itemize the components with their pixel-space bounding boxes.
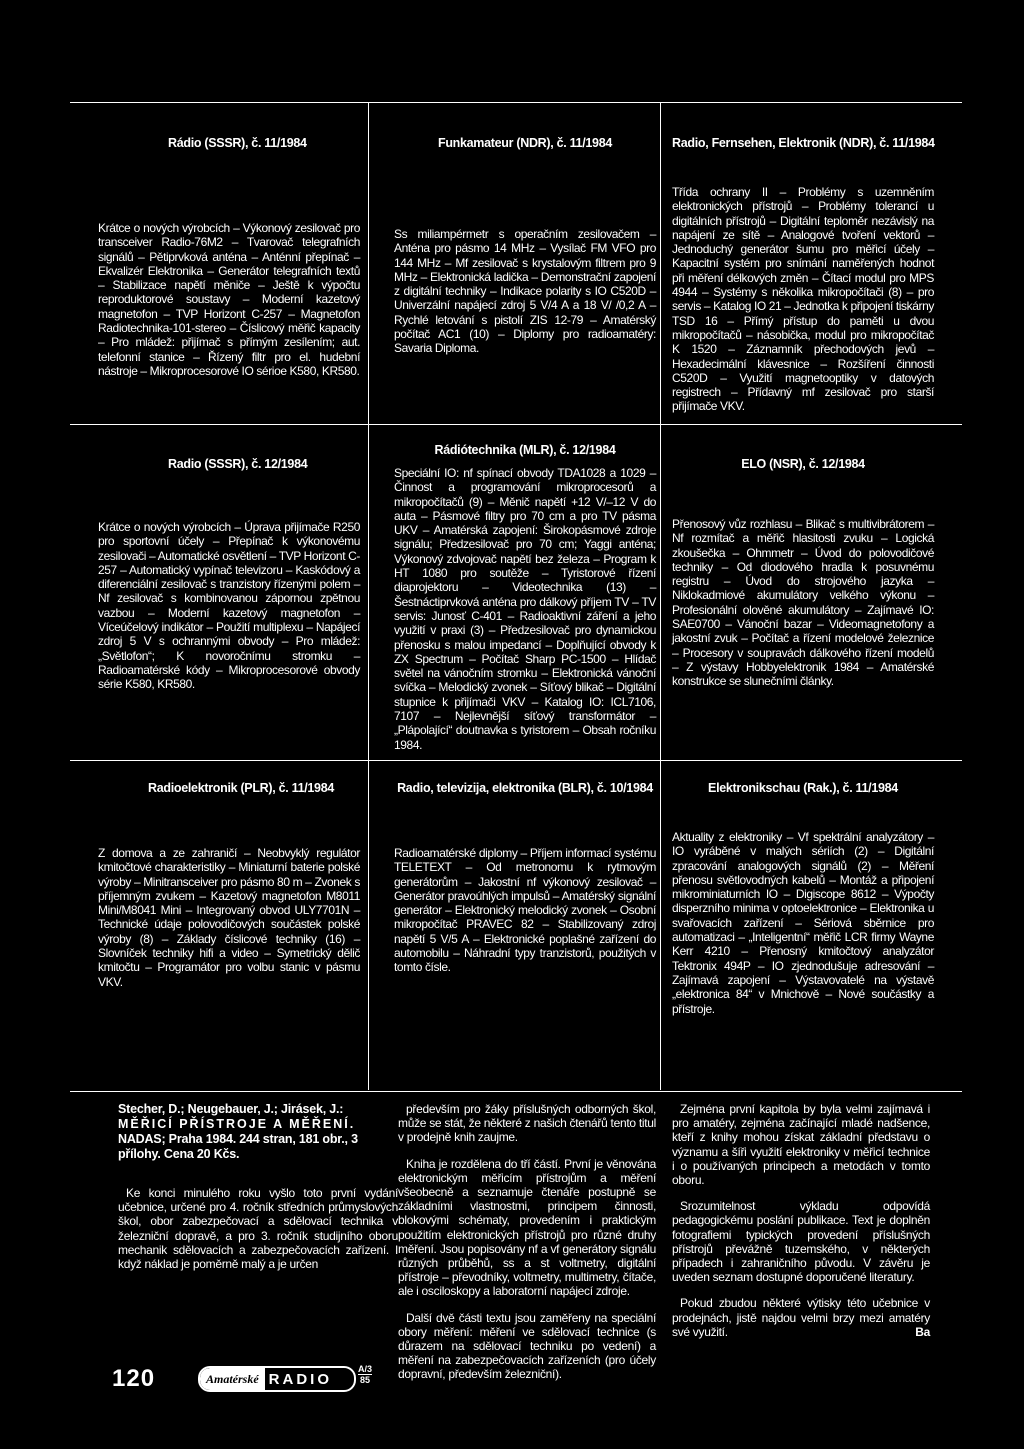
review-radio-sssr-12: [98, 457, 360, 692]
review-rfe-11: [672, 136, 934, 414]
book-paragraph-text: Pokud zbudou některé výtisky této učebnice v prodejnách, jistě najdou velmi brzy mezi amatéry své využití.: [672, 1296, 930, 1339]
book-paragraph: [672, 1296, 930, 1339]
review-body: Krátce o nových výrobcích – Výkonový zesilovač pro transceiver Radio-76M2 – Tvarovač telegrafních signálů – Pětiprvková anténa – Anténní přepínač – Ekvalizér Elektronika – Generátor telegrafních textů – Stabilizace napětí měniče – Ještě k výpočtu reproduktorové soustavy – Moderní kazetový magnetofon – TVP Horizont C-257 – Magnetofon Radiotechnika-101-stereo – Číslicový měřič kapacity – Pro mládež: přijímač s přímým zesílením; aut. telefonní stanice – Řízený filtr pro el. hudební nástroje – Mikroprocesorové IO sérioe K580, KR580.: [98, 221, 360, 378]
issue-number: [358, 1364, 372, 1385]
reviewer-signature: Ba: [915, 1324, 930, 1339]
book-review-col3: [672, 1102, 930, 1351]
review-title: Elektronikschau (Rak.), č. 11/1984: [708, 781, 898, 795]
grid-divider-v2: [660, 102, 661, 1090]
book-authors: Stecher, D.; Neugebauer, J.; Jirásek, J.:: [118, 1102, 344, 1116]
book-paragraph: Zejména první kapitola by byla velmi zajímavá i pro amatéry, zejména začínající mladé nadšence, kteří z knihy mohou získat základní představu o významu a šíři využití elektroniky v měřicí technice i o používaných principech a metodách v tomto oboru.: [672, 1102, 930, 1188]
grid-divider-h1: [70, 424, 962, 425]
review-radioelektronik-11: [98, 781, 360, 989]
review-body: Aktuality z elektroniky – Vf spektrální analyzátory – IO vyráběné v malých sériích (2) – Digitální zpracování analogových signálů (2) – Měření přenosu světlovodných kabelů – Montáž a připojení mikrominiaturních IO – Digiscope 8612 – Výpočty disperzního minima v optoelektronice – Elektronika u svařovacích zařízení – Sériová sběrnice pro automatizaci – „Inteligentní“ měřič LCR firmy Wayne Kerr 4210 – Přenosný kmitočtový analyzátor Tektronix 494P – IO zjednodušuje adresování – Zajímavá zapojení – Výstavovatelé na výstavě „elektronica 84“ v Mnichově – Nové součástky a přístroje.: [672, 830, 934, 1016]
book-paragraph: Další dvě části textu jsou zaměřeny na speciální obory měření: měření ve sdělovací technice (s důrazem na sdělovací techniku po vedení) a měření na zabezpečovacích zařízeních (pro účely dopravní, především železniční).: [398, 1310, 656, 1382]
review-elo-12: [672, 457, 934, 689]
review-title: Rádiótechnika (MLR), č. 12/1984: [434, 443, 616, 457]
review-title: Radio, Fernsehen, Elektronik (NDR), č. 11/1984: [672, 136, 935, 150]
book-review-col2: [398, 1102, 656, 1394]
review-funkamateur-11: [394, 136, 656, 356]
book-paragraph: především pro žáky příslušných odborných škol, může se stát, že některé z našich čtenářů tento titul v prodejně knih zaujme.: [398, 1102, 656, 1145]
book-review-col1: [118, 1102, 398, 1283]
grid-divider-h2: [70, 760, 962, 761]
review-title: Radioelektronik (PLR), č. 11/1984: [148, 781, 335, 795]
review-body: Krátce o nových výrobcích – Úprava přijímače R250 pro sportovní účely – Přepínač k výkonovému zesilovači – Automatické osvětlení – TVP Horizont C-257 – Automatický vypínač televizoru – Kaskódový a diferenciální zesilovač s tranzistory řízenými polem – Nf zesilovač s kombinovanou zápornou zpětnou vazbou – Moderní kazetový magnetofon – Víceúčelový indikátor – Použití multiplexu – Napájecí zdroj 5 V s ochrannými obvody – Pro mládež: „Světlofon“; K novoročnímu stromku – Radioamatérské kódy – Mikroprocesorové obvody série K580, KR580.: [98, 520, 360, 692]
logo-brand: RADIO: [268, 1370, 333, 1388]
issue-year: 85: [360, 1375, 371, 1385]
book-paragraph: Ke konci minulého roku vyšlo toto první vydání učebnice, určené pro 4. ročník středních průmyslových škol, obor zabezpečovací a sdělovací technika v železniční dopravě, a pro 3. ročník studijního oboru mechanik sdělovacích a zabezpečovacích zařízení. I když náklad je poměrně malý a je určen: [118, 1186, 398, 1272]
book-paragraph: Srozumitelnost výkladu odpovídá pedagogickému poslání publikace. Text je doplněn fotografiemi typických provedení příslušných přístrojů převážně tuzemského, v některých případech i zahraničního původu. V závěru je uveden seznam dostupné doporučené literatury.: [672, 1199, 930, 1285]
review-title: Radio, televizija, elektronika (BLR), č. 10/1984: [397, 781, 653, 795]
review-title: Funkamateur (NDR), č. 11/1984: [437, 136, 612, 150]
issue-num: A/3: [358, 1364, 373, 1374]
review-body: Radioamatérské diplomy – Příjem informací systému TELETEXT – Od metronomu k rytmovým generátorům – Jakostní nf výkonový zesilovač – Generátor pravoúhlých impulsů – Amatérský signální generátor – Elektronický melodický zvonek – Osobní mikropočítač PRAVEC 82 – Stabilizovaný zdroj napětí 5 V/5 A – Elektronické poplašné zařízení do automobilu – Náhradní typy tranzistorů, použitých v tomto čísle.: [394, 846, 656, 975]
review-radio-sssr-11: [98, 136, 360, 378]
review-body: Speciální IO: nf spínací obvody TDA1028 a 1029 – Činnost a programování mikroprocesorů a mikropočítačů (9) – Měnič napětí +12 V/–12 V do auta – Pásmové filtry pro 70 cm a pro TV pásma UKV – Amatérská zapojení: Širokopásmové zdroje signálu; Předzesilovač pro 70 cm; Yaggi anténa; Výkonový zdvojovač napětí bez železa – Program k HT 1080 pro soutěže – Tyristorové řízení diaprojektoru – Videotechnika (13) – Šestnáctiprvková anténa pro dálkový příjem TV – TV servis: Junosť C-401 – Radioaktivní záření a jeho využití v praxi (3) – Předzesilovač pro dynamickou přenosku s malou impedancí – Doplňující obvody k ZX Spectrum – Počítač Sharp PC-1500 – Hlídač světel na vánočním stromku – Elektronická vánoční svíčka – Melodický zvonek – Síťový blikač – Digitální stupnice k přijímači VKV – Katalog IO: ICL7106, 7107 – Nejlevnější síťový transformátor – „Plápolající“ doutnavka s tyristorem – Obsah ročníku 1984.: [394, 466, 656, 752]
review-body: Třída ochrany II – Problémy s uzemněním elektronických přístrojů – Problémy tolerancí u digitálních přístrojů – Digitální teploměr nezávislý na napájení ze sítě – Analogové tvoření vektorů – Jednoduchý generátor šumu pro měřicí účely – Kapacitní systém pro snímání naměřených hodnot při měření délkových změn – Čítací modul pro MPS 4944 – Systémy s několika mikropočítači (8) – pro servis – Katalog IO 21 – Jednotka k připojení tiskárny TSD 16 – Přímý přístup do paměti u dvou mikropočítačů – násobička, modul pro mikropočítač K 1520 – Záznamník přechodových jevů – Hexadecimální klávesnice – Rozšíření činnosti C520D – Využití magnetooptiky v datových registrech – Přídavný mf zesilovač pro starší přijímače VKV.: [672, 185, 934, 414]
book-heading: [118, 1102, 398, 1162]
review-body: Ss miliampérmetr s operačním zesilovačem – Anténa pro pásmo 14 MHz – Vysílač FM VFO pro 144 MHz – Mf zesilovač s krystalovým filtrem pro 9 MHz – Elektronická ladička – Demonstrační zapojení z digitální techniky – Indikace polarity s IO C520D – Univerzální napájecí zdroj 5 V/4 A a 18 V/ /0,2 A – Rychlé letování s pistolí ZIS 12-79 – Amatérský počítač AC1 (10) – Diplomy pro radioamatéry: Savaria Diploma.: [394, 227, 656, 356]
review-body: Přenosový vůz rozhlasu – Blikač s multivibrátorem – Nf rozmítač a měřič hlasitosti zvuku – Logická zkoušečka – Ohmmetr – Úvod do polovodičové techniky – Od diodového hradla k posuvnému registru – Úvod do strojového jazyka – Niklokadmiové akumulátory velkého výkonu – Profesionální olověné akumulátory – Zajímavé IO: SAE0700 – Vánoční bazar – Videomagnetofony a jakostní zvuk – Počítač a řízení modelové železnice – Procesory v soupravách dálkového řízení modelů – Z výstavy Hobbyelektronik 1984 – Amatérské konstrukce se slunečními články.: [672, 517, 934, 689]
magazine-logo: [198, 1366, 356, 1392]
book-paragraph: Kniha je rozdělena do tří částí. První je věnována elektronickým měřicím přístrojům a měření všeobecně a seznamuje čtenáře postupně se základními vlastnostmi, principem činnosti, blokovými schématy, provedením i praktickým použitím elektronických přístrojů pro různé druhy měření. Jsou popisovány nf a vf generátory signálu různých průběhů, ss a st voltmetry, digitální přístroje – převodníky, voltmetry, multimetry, čítače, ale i osciloskopy a laboratorní napájecí zdroje.: [398, 1156, 656, 1299]
grid-divider-v1: [368, 102, 369, 1090]
review-body: Z domova a ze zahraničí – Neobvyklý regulátor kmitočtové charakteristiky – Miniaturní baterie polské výroby – Minitransceiver pro pásmo 80 m – Zvonek s příjemným zvukem – Kazetový magnetofon M8011 Mini/M8041 Mini – Integrovaný obvod ULY7701N – Technické údaje polovodičových součástek polské výroby (8) – Základy číslicové techniky (16) – Slovníček techniky hifi a video – Symetrický dělič kmitočtu – Programátor pro volbu stanic v pásmu VKV.: [98, 846, 360, 989]
review-title: Rádio (SSSR), č. 11/1984: [168, 136, 307, 150]
book-publication: NADAS; Praha 1984. 244 stran, 181 obr., 3 přílohy. Cena 20 Kčs.: [118, 1132, 358, 1161]
review-radiotechnika-12: [394, 443, 656, 752]
review-title: Radio (SSSR), č. 12/1984: [168, 457, 308, 471]
review-title: ELO (NSR), č. 12/1984: [741, 457, 865, 471]
page-number: 120: [112, 1365, 156, 1392]
review-rte-blr-10: [394, 781, 656, 975]
book-title: MĚŘICÍ PŘÍSTROJE A MĚŘENÍ.: [118, 1117, 356, 1131]
review-elektronikschau-11: [672, 781, 934, 1016]
logo-script: Amatérské: [200, 1368, 265, 1390]
